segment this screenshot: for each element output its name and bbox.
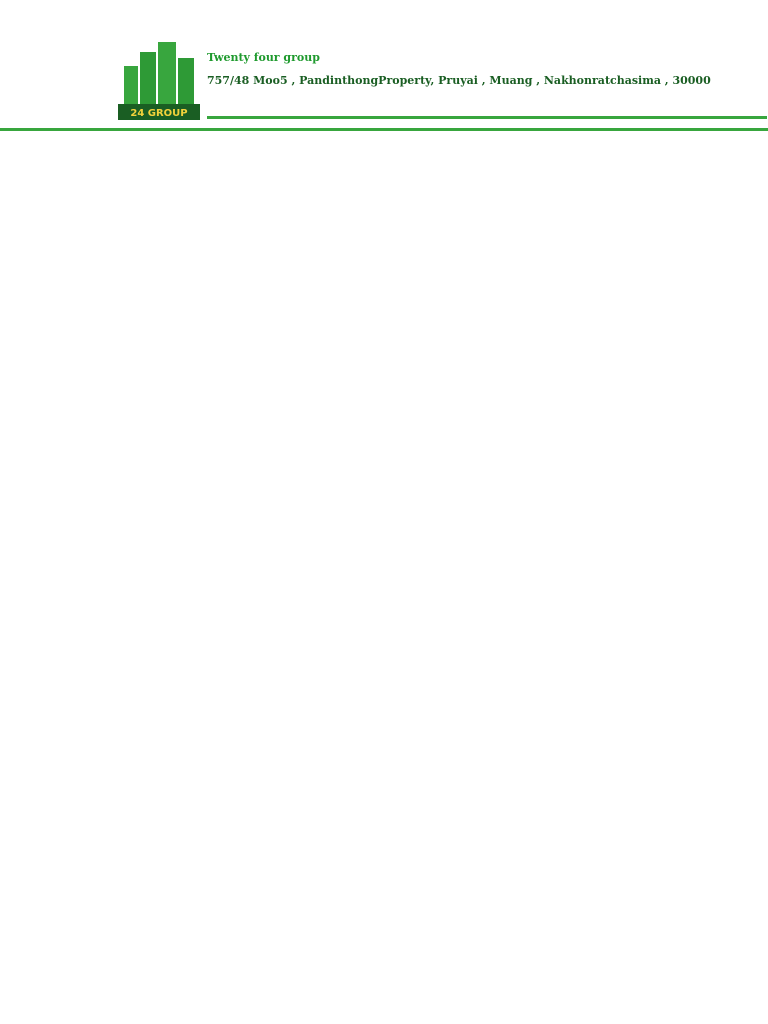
company-info xyxy=(207,46,748,92)
logo-text: 24 GROUP xyxy=(130,108,188,119)
company-address-en: 757/48 Moo5 , PandinthongProperty, Pruyai , Muang , Nakhonratchasima , 30000 xyxy=(207,74,711,87)
header-rule-long xyxy=(0,128,768,131)
header-rule-short xyxy=(207,116,767,119)
company-name: Twenty four group xyxy=(207,51,320,64)
company-logo xyxy=(118,38,200,128)
letterhead xyxy=(0,0,768,140)
building-logo-icon xyxy=(118,38,200,124)
